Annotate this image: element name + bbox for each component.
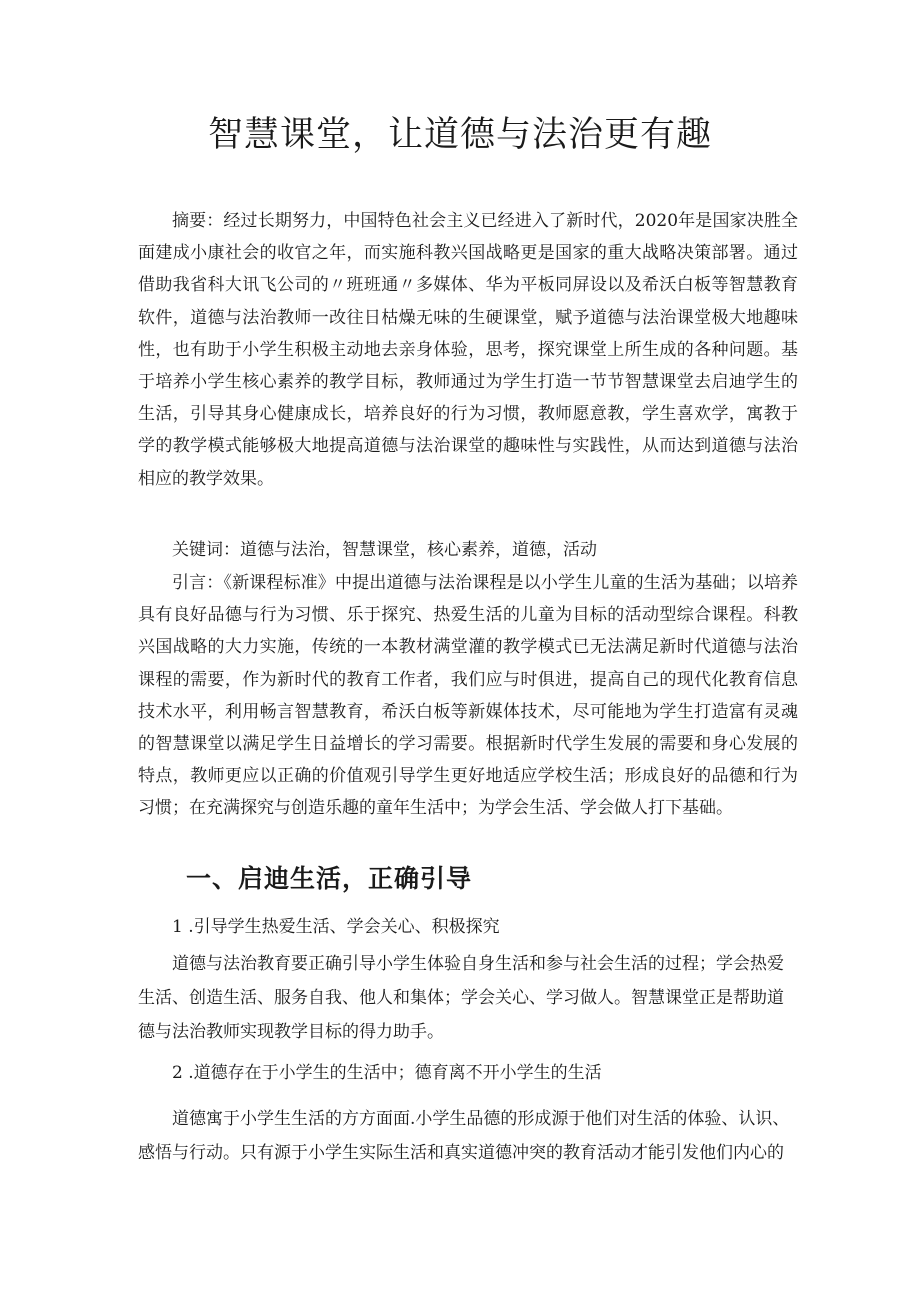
subheading-1: 1 .引导学生热爱生活、学会关心、积极探究: [172, 917, 500, 937]
document-title: 智慧课堂，让道德与法治更有趣: [207, 115, 712, 155]
abstract-paragraph: 摘要：经过长期努力，中国特色社会主义已经进入了新时代，2020年是国家决胜全面建成小康社会的收官之年，而实施科教兴国战略更是国家的重大战略决策部署。通过借助我省科大讯飞公司的〃班班通〃多媒体、华为平板同屏设以及希沃白板等智慧教育软件，道德与法治教师一改往日枯燥无味的生硬课堂，赋予道德与法治课堂极大地趣味性，也有助于小学生积极主动地去亲身体验，思考，探究课堂上所生成的各种问题。基于培养小学生核心素养的教学目标，教师通过为学生打造一节节智慧课堂去启迪学生的生活，引导其身心健康成长，培养良好的行为习惯，教师愿意教，学生喜欢学，寓教于学的教学模式能够极大地提高道德与法治课堂的趣味性与实践性，从而达到道德与法治相应的教学效果。: [138, 211, 798, 489]
sub1-paragraph-line-1: 道德与法治教育要正确引导小学生体验自身生活和参与社会生活的过程；学会热爱: [172, 954, 784, 974]
sub1-paragraph-line-3: 德与法治教师实现教学目标的得力助手。: [138, 1022, 444, 1042]
subheading-2: 2 .道德存在于小学生的生活中；德育离不开小学生的生活: [172, 1063, 602, 1083]
sub1-paragraph-line-2: 生活、创造生活、服务自我、他人和集体；学会关心、学习做人。智慧课堂正是帮助道: [138, 988, 784, 1008]
keywords-line: 关键词：道德与法治，智慧课堂，核心素养，道德，活动: [172, 540, 597, 560]
sub2-paragraph-line-2: 感悟与行动。只有源于小学生实际生活和真实道德冲突的教育活动才能引发他们内心的: [138, 1143, 784, 1163]
introduction-paragraph: 引言：《新课程标准》中提出道德与法治课程是以小学生儿童的生活为基础；以培养具有良好品德与行为习惯、乐于探究、热爱生活的儿童为目标的活动型综合课程。科教兴国战略的大力实施，传统的一本教材满堂灌的教学模式已无法满足新时代道德与法治课程的需要，作为新时代的教育工作者，我们应与时俱进，提高自己的现代化教育信息技术水平，利用畅言智慧教育，希沃白板等新媒体技术，尽可能地为学生打造富有灵魂的智慧课堂以满足学生日益增长的学习需要。根据新时代学生发展的需要和身心发展的特点，教师更应以正确的价值观引导学生更好地适应学校生活；形成良好的品德和行为习惯；在充满探究与创造乐趣的童年生活中；为学会生活、学会做人打下基础。: [138, 573, 798, 819]
sub2-paragraph-line-1: 道德寓于小学生生活的方方面面.小学生品德的形成源于他们对生活的体验、认识、: [172, 1109, 790, 1129]
section-heading-1: 一、启迪生活，正确引导: [186, 864, 473, 893]
